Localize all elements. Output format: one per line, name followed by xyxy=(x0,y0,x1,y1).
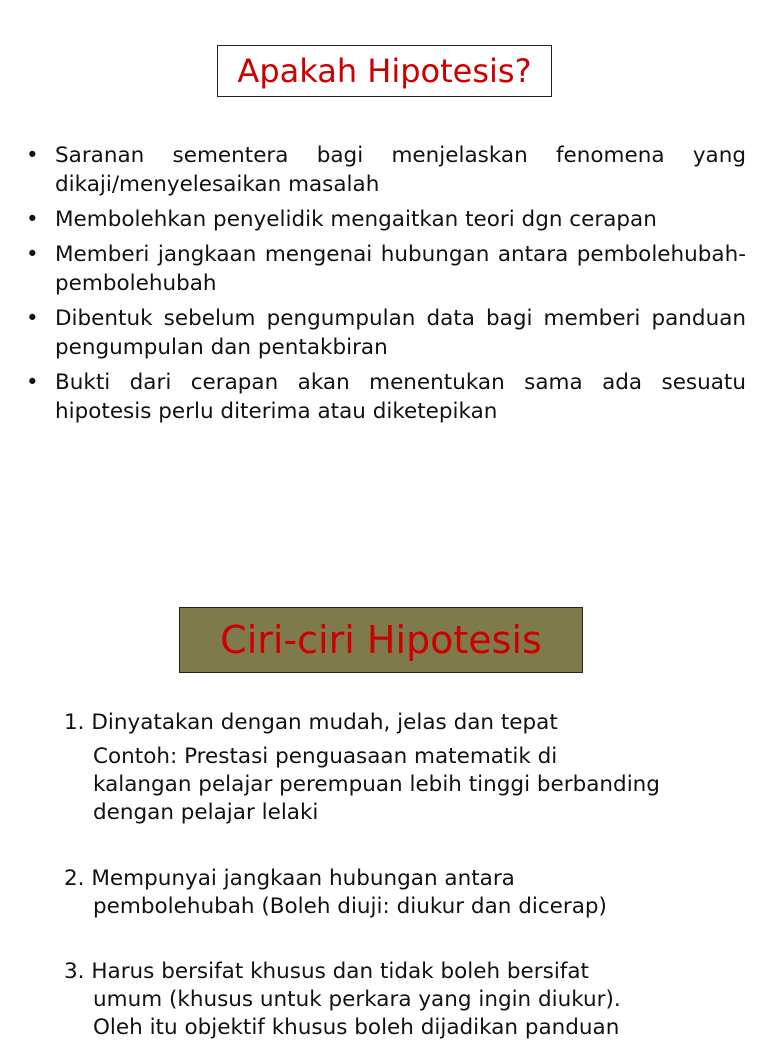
bullet-item xyxy=(0,141,768,199)
bullet-text: Membolehkan penyelidik mengaitkan teori dgn cerapan xyxy=(55,207,657,232)
ciri-continuation-line: umum (khusus untuk perkara yang ingin diukur). xyxy=(93,987,621,1012)
ciri-continuation-line: Oleh itu objektif khusus boleh dijadikan panduan xyxy=(93,1015,620,1040)
ciri-example-line: kalangan pelajar perempuan lebih tinggi berbanding xyxy=(93,772,660,797)
ciri-continuation-line: pembolehubah (Boleh diuji: diukur dan dicerap) xyxy=(93,894,607,919)
ciri-heading: 1. Dinyatakan dengan mudah, jelas dan tepat xyxy=(64,710,558,735)
ciri-heading: 3. Harus bersifat khusus dan tidak boleh bersifat xyxy=(64,959,589,984)
bullet-text: Dibentuk sebelum pengumpulan data bagi memberi panduan pengumpulan dan pentakbiran xyxy=(55,306,746,360)
section-title-ciri-ciri-hipotesis: Ciri-ciri Hipotesis xyxy=(179,607,583,673)
bullet-item xyxy=(0,240,768,298)
bullet-text: Bukti dari cerapan akan menentukan sama ada sesuatu hipotesis perlu diterima atau diketepikan xyxy=(55,370,746,424)
definition-bullet-list xyxy=(0,141,768,432)
ciri-example-line: dengan pelajar lelaki xyxy=(93,800,319,825)
bullet-text: Saranan sementera bagi menjelaskan fenomena yang dikaji/menyelesaikan masalah xyxy=(55,143,746,197)
bullet-marker: • xyxy=(26,242,39,267)
ciri-example-line: Contoh: Prestasi penguasaan matematik di xyxy=(93,744,558,769)
ciri-example xyxy=(64,743,764,827)
ciri-item-2 xyxy=(64,865,764,921)
ciri-item-1 xyxy=(64,709,764,827)
bullet-item xyxy=(0,368,768,426)
section-title-apakah-hipotesis: Apakah Hipotesis? xyxy=(217,45,552,97)
bullet-marker: • xyxy=(26,207,39,232)
ciri-heading: 2. Mempunyai jangkaan hubungan antara xyxy=(64,866,515,891)
bullet-marker: • xyxy=(26,306,39,331)
bullet-item xyxy=(0,304,768,362)
ciri-item-3 xyxy=(64,958,764,1042)
bullet-marker: • xyxy=(26,143,39,168)
bullet-marker: • xyxy=(26,370,39,395)
bullet-text: Memberi jangkaan mengenai hubungan antara pembolehubah-pembolehubah xyxy=(55,242,746,296)
bullet-item xyxy=(0,205,768,234)
